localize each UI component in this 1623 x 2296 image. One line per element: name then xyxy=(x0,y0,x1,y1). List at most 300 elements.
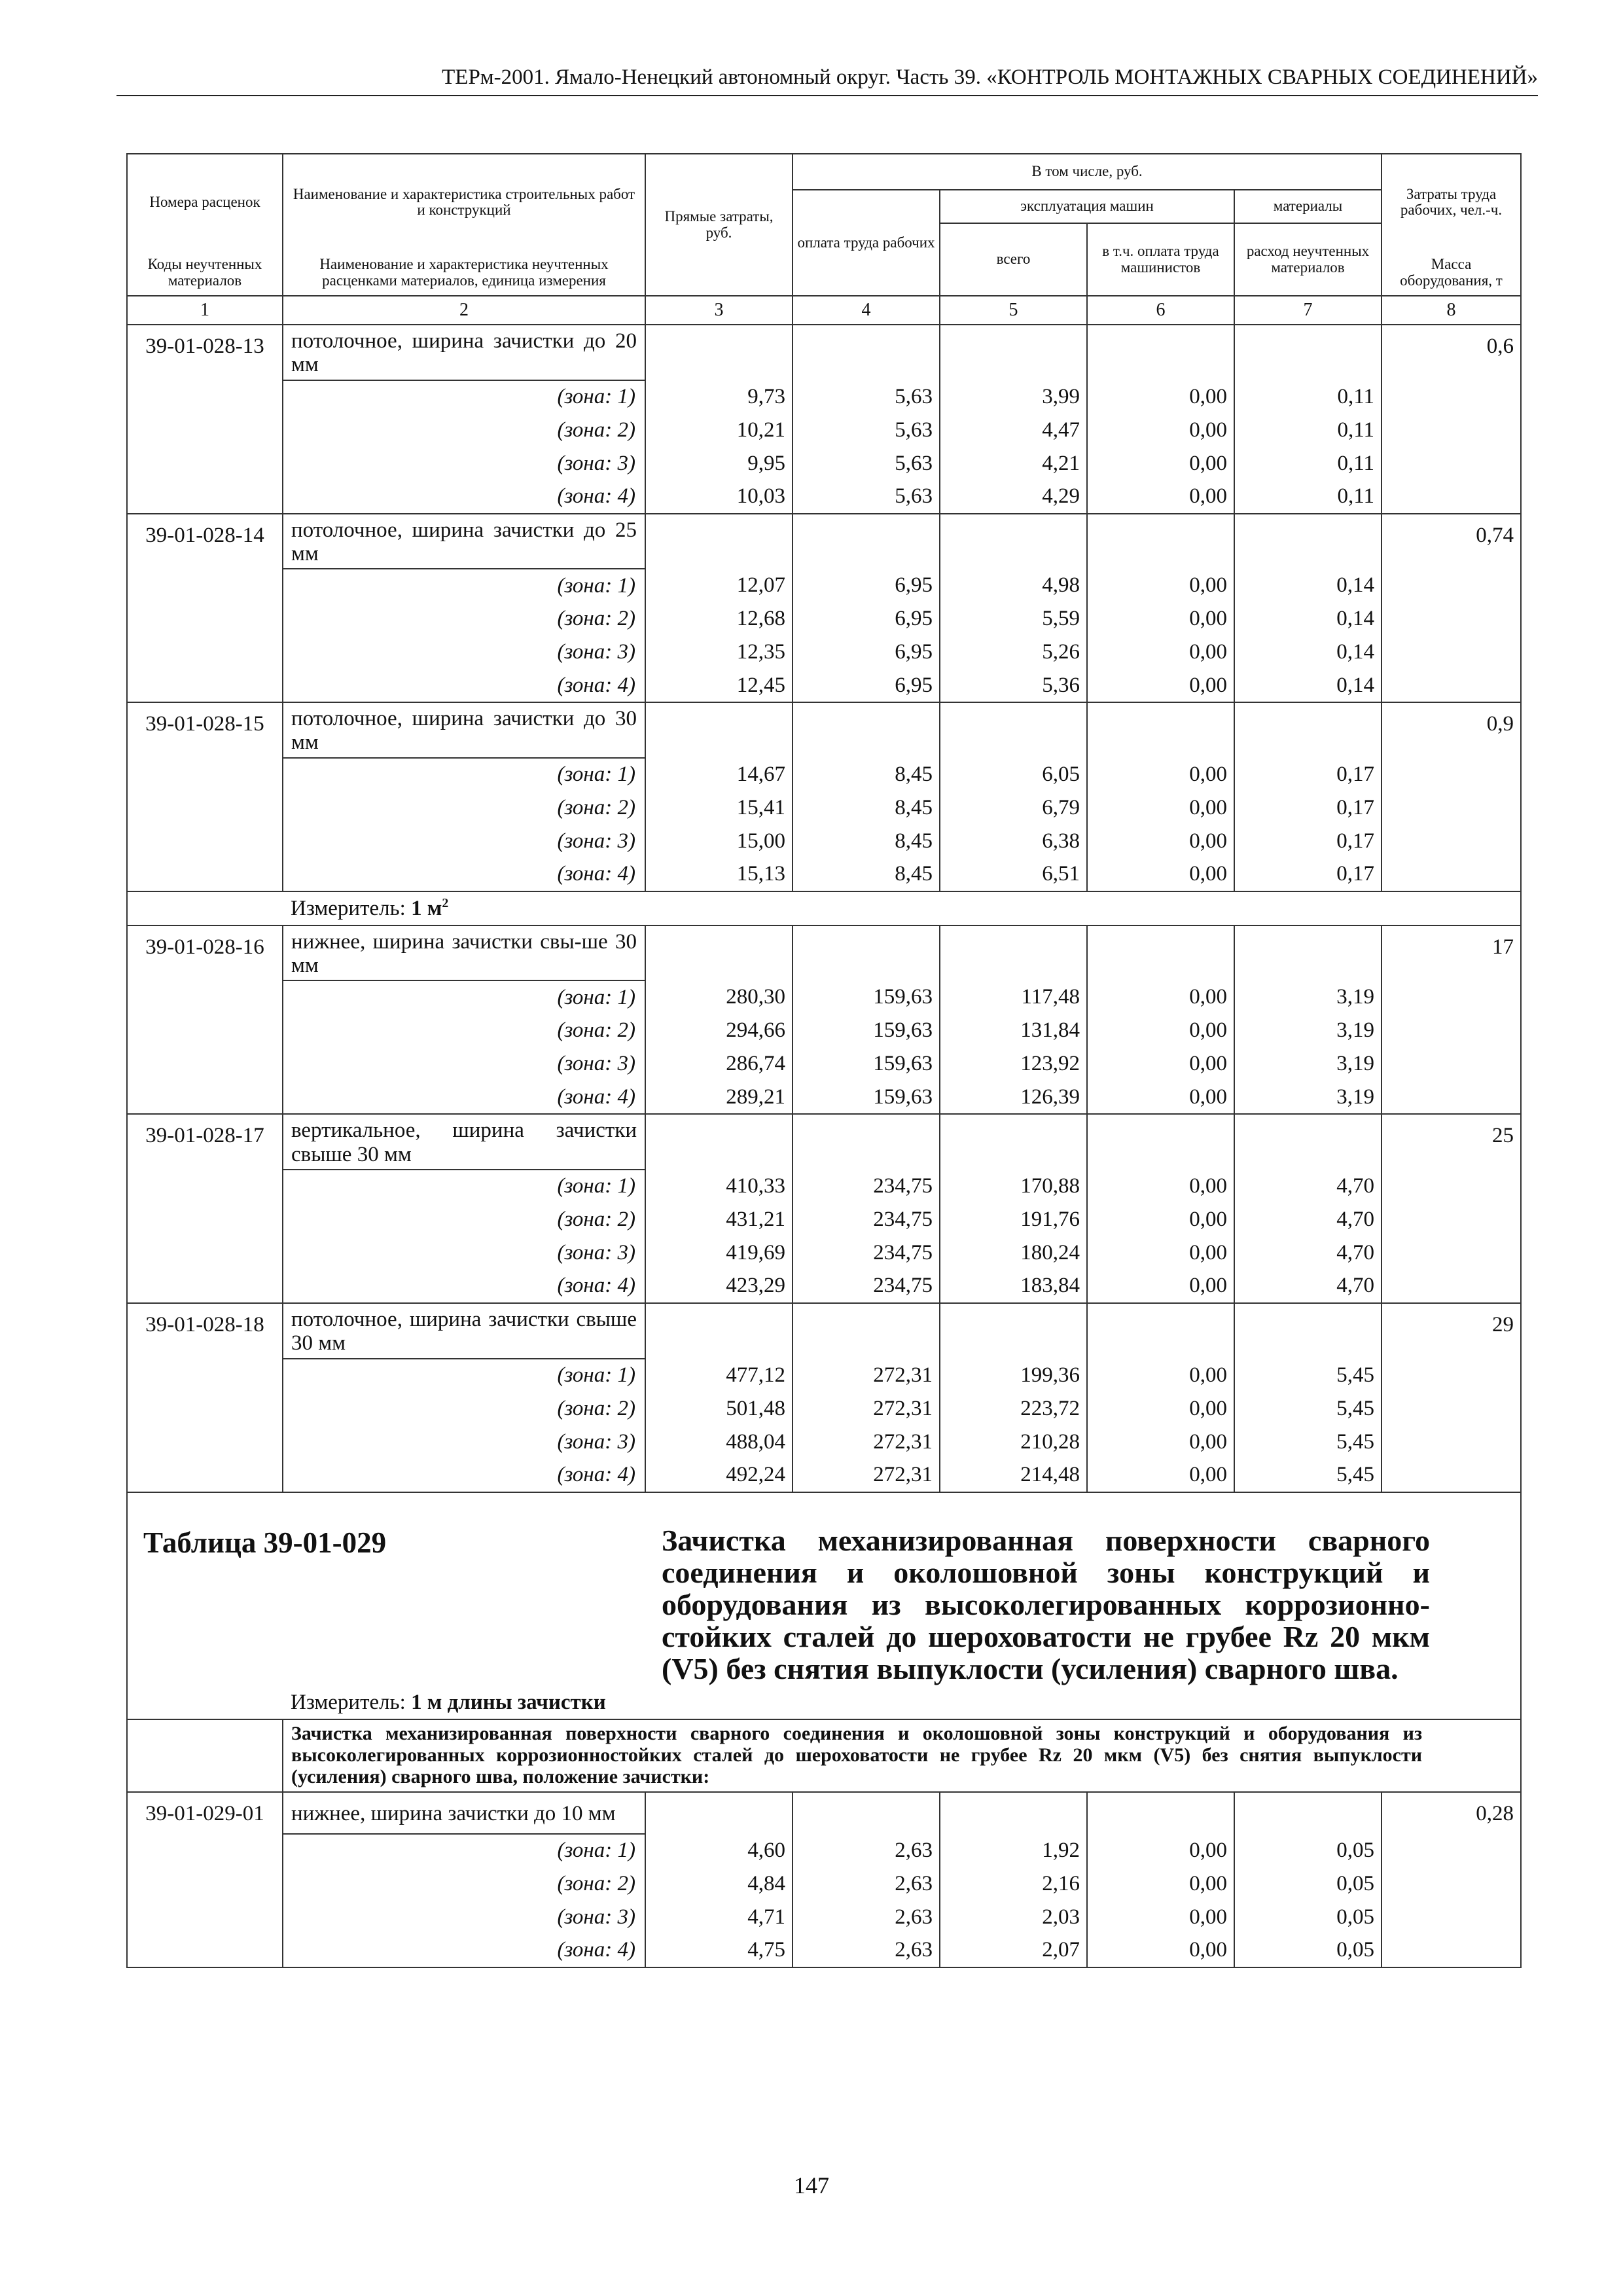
zone-machines-value: 2,03 xyxy=(940,1901,1087,1934)
zone-machines-value: 180,24 xyxy=(940,1236,1087,1270)
table-code: Таблица 39-01-029 xyxy=(143,1526,387,1559)
rate-row xyxy=(127,325,1521,380)
zone-operators-value: 0,00 xyxy=(1087,636,1234,669)
measure-superscript: 2 xyxy=(442,895,449,910)
zone-wages-value: 159,63 xyxy=(793,1047,940,1081)
zone-row xyxy=(127,1047,1521,1081)
empty-cell xyxy=(645,1114,793,1170)
zone-wages-value: 2,63 xyxy=(793,1901,940,1934)
zone-label: (зона: 1) xyxy=(283,569,645,602)
zone-wages-value: 234,75 xyxy=(793,1170,940,1203)
zone-wages-value: 272,31 xyxy=(793,1459,940,1492)
rate-description: вертикальное, ширина зачистки свыше 30 мм xyxy=(283,1114,645,1170)
empty-cell xyxy=(1087,702,1234,758)
zone-label: (зона: 4) xyxy=(283,1459,645,1492)
empty-cell xyxy=(1234,514,1382,569)
zone-row xyxy=(127,1934,1521,1967)
zone-operators-value: 0,00 xyxy=(1087,1270,1234,1303)
zone-direct-value: 12,35 xyxy=(645,636,793,669)
rate-row xyxy=(127,1792,1521,1834)
column-number: 5 xyxy=(940,296,1087,325)
empty-cell xyxy=(940,925,1087,981)
measure-value: 1 м длины зачистки xyxy=(411,1691,606,1715)
zone-direct-value: 9,73 xyxy=(645,380,793,414)
labor-cost: 0,74 xyxy=(1382,514,1521,703)
zone-row xyxy=(127,1359,1521,1392)
zone-label: (зона: 2) xyxy=(283,414,645,447)
table-title: Зачистка механизированная поверхности сварного соединения и околошовной зоны конструкций и оборудования из высоколегированных коррозионно-стойких сталей до шероховатости не грубее Rz 20 мкм (V5) без снятия выпуклости (усиления) сварного шва. xyxy=(662,1523,1431,1686)
table-title-cell xyxy=(127,1492,1521,1691)
running-title: ТЕРм-2001. Ямало-Ненецкий автономный округ. Часть 39. «КОНТРОЛЬ МОНТАЖНЫХ СВАРНЫХ СОЕДИНЕНИЙ» xyxy=(116,65,1538,96)
header-col7: расход неучтенных материалов xyxy=(1234,223,1382,296)
zone-wages-value: 8,45 xyxy=(793,858,940,891)
zone-direct-value: 492,24 xyxy=(645,1459,793,1492)
zone-materials-value: 0,14 xyxy=(1234,636,1382,669)
zone-machines-value: 2,07 xyxy=(940,1934,1087,1967)
zone-label: (зона: 1) xyxy=(283,758,645,791)
measure-spacer xyxy=(127,891,283,925)
zone-materials-value: 3,19 xyxy=(1234,980,1382,1014)
zone-label: (зона: 3) xyxy=(283,636,645,669)
zone-direct-value: 4,71 xyxy=(645,1901,793,1934)
zone-operators-value: 0,00 xyxy=(1087,1934,1234,1967)
zone-machines-value: 3,99 xyxy=(940,380,1087,414)
zone-label: (зона: 2) xyxy=(283,791,645,825)
zone-label: (зона: 1) xyxy=(283,380,645,414)
zone-materials-value: 0,14 xyxy=(1234,602,1382,636)
zone-materials-value: 0,14 xyxy=(1234,669,1382,702)
zone-operators-value: 0,00 xyxy=(1087,1081,1234,1114)
column-number: 2 xyxy=(283,296,645,325)
empty-cell xyxy=(645,1792,793,1834)
rate-description: потолочное, ширина зачистки до 25 мм xyxy=(283,514,645,569)
rate-row xyxy=(127,1114,1521,1170)
zone-row xyxy=(127,380,1521,414)
zone-direct-value: 289,21 xyxy=(645,1081,793,1114)
zone-materials-value: 5,45 xyxy=(1234,1426,1382,1459)
rate-row xyxy=(127,514,1521,569)
zone-label: (зона: 3) xyxy=(283,1901,645,1934)
zone-materials-value: 0,05 xyxy=(1234,1901,1382,1934)
zone-label: (зона: 3) xyxy=(283,1236,645,1270)
empty-cell xyxy=(1234,1303,1382,1359)
zone-machines-value: 210,28 xyxy=(940,1426,1087,1459)
rate-description: потолочное, ширина зачистки свыше 30 мм xyxy=(283,1303,645,1359)
rates-table xyxy=(126,153,1522,1968)
zone-materials-value: 0,11 xyxy=(1234,414,1382,447)
zone-wages-value: 5,63 xyxy=(793,480,940,514)
zone-operators-value: 0,00 xyxy=(1087,1426,1234,1459)
empty-cell xyxy=(645,325,793,380)
zone-label: (зона: 2) xyxy=(283,1203,645,1236)
rate-row xyxy=(127,925,1521,981)
zone-wages-value: 8,45 xyxy=(793,758,940,791)
zone-operators-value: 0,00 xyxy=(1087,758,1234,791)
empty-cell xyxy=(645,925,793,981)
zone-materials-value: 0,17 xyxy=(1234,825,1382,858)
header-group-machines: эксплуатация машин xyxy=(940,190,1234,223)
zone-operators-value: 0,00 xyxy=(1087,669,1234,702)
zone-row xyxy=(127,569,1521,602)
header-group-materials: материалы xyxy=(1234,190,1382,223)
zone-row xyxy=(127,1270,1521,1303)
zone-materials-value: 3,19 xyxy=(1234,1081,1382,1114)
empty-cell xyxy=(1087,1792,1234,1834)
zone-operators-value: 0,00 xyxy=(1087,1867,1234,1901)
header-col5: всего xyxy=(940,223,1087,296)
section-intro: Зачистка механизированная поверхности сварного соединения и околошовной зоны конструкций и оборудования из высоколегированных коррозионностойких сталей до шероховатости не грубее Rz 20 мкм (V5) без снятия выпуклости (усиления) сварного шва, положение зачистки: xyxy=(283,1719,1521,1792)
zone-wages-value: 6,95 xyxy=(793,636,940,669)
header-col1-top: Номера расценок xyxy=(127,154,283,250)
zone-operators-value: 0,00 xyxy=(1087,825,1234,858)
zone-materials-value: 4,70 xyxy=(1234,1203,1382,1236)
zone-operators-value: 0,00 xyxy=(1087,480,1234,514)
zone-machines-value: 199,36 xyxy=(940,1359,1087,1392)
zone-materials-value: 0,17 xyxy=(1234,791,1382,825)
zone-wages-value: 8,45 xyxy=(793,791,940,825)
empty-cell xyxy=(1234,1114,1382,1170)
zone-wages-value: 234,75 xyxy=(793,1203,940,1236)
zone-label: (зона: 2) xyxy=(283,1014,645,1047)
zone-row xyxy=(127,1170,1521,1203)
zone-row xyxy=(127,1834,1521,1867)
table-title-row xyxy=(127,1492,1521,1691)
zone-wages-value: 8,45 xyxy=(793,825,940,858)
empty-cell xyxy=(1234,1792,1382,1834)
zone-row xyxy=(127,669,1521,702)
labor-cost: 29 xyxy=(1382,1303,1521,1492)
rate-code: 39-01-028-18 xyxy=(127,1303,283,1492)
zone-direct-value: 488,04 xyxy=(645,1426,793,1459)
measure-row xyxy=(127,1691,1521,1719)
zone-machines-value: 5,36 xyxy=(940,669,1087,702)
measure-cell xyxy=(283,891,1521,925)
zone-label: (зона: 4) xyxy=(283,1934,645,1967)
rate-description: потолочное, ширина зачистки до 20 мм xyxy=(283,325,645,380)
zone-row xyxy=(127,414,1521,447)
zone-direct-value: 419,69 xyxy=(645,1236,793,1270)
empty-cell xyxy=(793,514,940,569)
rate-description: нижнее, ширина зачистки свы-ше 30 мм xyxy=(283,925,645,981)
zone-row xyxy=(127,447,1521,480)
empty-cell xyxy=(1087,925,1234,981)
zone-materials-value: 0,05 xyxy=(1234,1867,1382,1901)
zone-operators-value: 0,00 xyxy=(1087,1203,1234,1236)
zone-direct-value: 10,21 xyxy=(645,414,793,447)
empty-cell xyxy=(940,1792,1087,1834)
zone-label: (зона: 4) xyxy=(283,480,645,514)
empty-cell xyxy=(645,1303,793,1359)
header-col3: Прямые затраты, руб. xyxy=(645,154,793,296)
rates-table-container xyxy=(126,153,1520,1968)
column-number: 3 xyxy=(645,296,793,325)
zone-row xyxy=(127,825,1521,858)
zone-wages-value: 272,31 xyxy=(793,1359,940,1392)
zone-label: (зона: 1) xyxy=(283,1170,645,1203)
empty-cell xyxy=(793,702,940,758)
labor-cost: 0,9 xyxy=(1382,702,1521,891)
column-number: 7 xyxy=(1234,296,1382,325)
zone-materials-value: 0,17 xyxy=(1234,858,1382,891)
measure-label: Измеритель: xyxy=(291,1691,406,1715)
zone-label: (зона: 1) xyxy=(283,980,645,1014)
zone-row xyxy=(127,1014,1521,1047)
zone-wages-value: 5,63 xyxy=(793,447,940,480)
labor-cost: 25 xyxy=(1382,1114,1521,1303)
zone-materials-value: 4,70 xyxy=(1234,1170,1382,1203)
column-number: 8 xyxy=(1382,296,1521,325)
labor-cost: 0,28 xyxy=(1382,1792,1521,1967)
zone-operators-value: 0,00 xyxy=(1087,1901,1234,1934)
zone-wages-value: 5,63 xyxy=(793,414,940,447)
zone-materials-value: 0,11 xyxy=(1234,380,1382,414)
zone-direct-value: 4,75 xyxy=(645,1934,793,1967)
measure-value: 1 м xyxy=(411,896,442,920)
zone-operators-value: 0,00 xyxy=(1087,1236,1234,1270)
zone-materials-value: 4,70 xyxy=(1234,1270,1382,1303)
rate-code: 39-01-028-14 xyxy=(127,514,283,703)
zone-direct-value: 12,45 xyxy=(645,669,793,702)
zone-machines-value: 183,84 xyxy=(940,1270,1087,1303)
zone-operators-value: 0,00 xyxy=(1087,1359,1234,1392)
zone-machines-value: 6,38 xyxy=(940,825,1087,858)
zone-wages-value: 2,63 xyxy=(793,1867,940,1901)
zone-machines-value: 6,79 xyxy=(940,791,1087,825)
zone-row xyxy=(127,980,1521,1014)
header-col6: в т.ч. оплата труда машинистов xyxy=(1087,223,1234,296)
zone-label: (зона: 4) xyxy=(283,1270,645,1303)
zone-label: (зона: 3) xyxy=(283,1426,645,1459)
zone-wages-value: 234,75 xyxy=(793,1236,940,1270)
rate-row xyxy=(127,1303,1521,1359)
zone-machines-value: 191,76 xyxy=(940,1203,1087,1236)
zone-row xyxy=(127,1081,1521,1114)
zone-operators-value: 0,00 xyxy=(1087,791,1234,825)
zone-machines-value: 6,05 xyxy=(940,758,1087,791)
header-col1-bottom: Коды неучтенных материалов xyxy=(127,250,283,296)
zone-row xyxy=(127,1392,1521,1426)
zone-materials-value: 3,19 xyxy=(1234,1014,1382,1047)
labor-cost: 0,6 xyxy=(1382,325,1521,514)
zone-direct-value: 501,48 xyxy=(645,1392,793,1426)
page-number: 147 xyxy=(794,2172,829,2198)
zone-operators-value: 0,00 xyxy=(1087,447,1234,480)
zone-materials-value: 3,19 xyxy=(1234,1047,1382,1081)
zone-label: (зона: 3) xyxy=(283,1047,645,1081)
empty-cell xyxy=(1234,702,1382,758)
zone-direct-value: 477,12 xyxy=(645,1359,793,1392)
zone-operators-value: 0,00 xyxy=(1087,1392,1234,1426)
zone-label: (зона: 2) xyxy=(283,602,645,636)
empty-cell xyxy=(940,1303,1087,1359)
zone-label: (зона: 4) xyxy=(283,669,645,702)
empty-cell xyxy=(940,702,1087,758)
empty-cell xyxy=(1234,325,1382,380)
header-col2-top: Наименование и характеристика строительных работ и конструкций xyxy=(283,154,645,250)
zone-wages-value: 159,63 xyxy=(793,1081,940,1114)
zone-wages-value: 6,95 xyxy=(793,602,940,636)
zone-operators-value: 0,00 xyxy=(1087,1014,1234,1047)
zone-machines-value: 223,72 xyxy=(940,1392,1087,1426)
zone-wages-value: 159,63 xyxy=(793,980,940,1014)
zone-direct-value: 15,41 xyxy=(645,791,793,825)
empty-cell xyxy=(793,1303,940,1359)
zone-materials-value: 5,45 xyxy=(1234,1359,1382,1392)
zone-direct-value: 431,21 xyxy=(645,1203,793,1236)
zone-machines-value: 6,51 xyxy=(940,858,1087,891)
table-title-block xyxy=(128,1493,1520,1691)
zone-machines-value: 214,48 xyxy=(940,1459,1087,1492)
rate-code: 39-01-028-17 xyxy=(127,1114,283,1303)
zone-machines-value: 117,48 xyxy=(940,980,1087,1014)
empty-cell xyxy=(1087,1303,1234,1359)
zone-direct-value: 286,74 xyxy=(645,1047,793,1081)
measure-spacer xyxy=(127,1691,283,1719)
zone-label: (зона: 2) xyxy=(283,1867,645,1901)
rate-code: 39-01-029-01 xyxy=(127,1792,283,1967)
zone-operators-value: 0,00 xyxy=(1087,980,1234,1014)
empty-cell xyxy=(793,1792,940,1834)
rate-description: нижнее, ширина зачистки до 10 мм xyxy=(283,1792,645,1834)
zone-direct-value: 280,30 xyxy=(645,980,793,1014)
zone-wages-value: 2,63 xyxy=(793,1934,940,1967)
column-number: 1 xyxy=(127,296,283,325)
zone-direct-value: 9,95 xyxy=(645,447,793,480)
zone-machines-value: 170,88 xyxy=(940,1170,1087,1203)
zone-label: (зона: 4) xyxy=(283,858,645,891)
empty-cell xyxy=(1087,1114,1234,1170)
zone-operators-value: 0,00 xyxy=(1087,858,1234,891)
header-col4: оплата труда рабочих xyxy=(793,190,940,296)
zone-machines-value: 4,21 xyxy=(940,447,1087,480)
zone-direct-value: 15,00 xyxy=(645,825,793,858)
zone-operators-value: 0,00 xyxy=(1087,414,1234,447)
intro-row xyxy=(127,1719,1521,1792)
zone-machines-value: 5,59 xyxy=(940,602,1087,636)
zone-wages-value: 2,63 xyxy=(793,1834,940,1867)
zone-wages-value: 234,75 xyxy=(793,1270,940,1303)
zone-label: (зона: 3) xyxy=(283,825,645,858)
zone-machines-value: 5,26 xyxy=(940,636,1087,669)
zone-direct-value: 410,33 xyxy=(645,1170,793,1203)
zone-label: (зона: 2) xyxy=(283,1392,645,1426)
zone-operators-value: 0,00 xyxy=(1087,602,1234,636)
zone-materials-value: 0,05 xyxy=(1234,1934,1382,1967)
zone-materials-value: 0,11 xyxy=(1234,480,1382,514)
zone-machines-value: 4,47 xyxy=(940,414,1087,447)
column-number: 6 xyxy=(1087,296,1234,325)
zone-row xyxy=(127,636,1521,669)
zone-label: (зона: 4) xyxy=(283,1081,645,1114)
zone-operators-value: 0,00 xyxy=(1087,1834,1234,1867)
zone-direct-value: 10,03 xyxy=(645,480,793,514)
rate-code: 39-01-028-13 xyxy=(127,325,283,514)
empty-cell xyxy=(1087,514,1234,569)
zone-wages-value: 6,95 xyxy=(793,669,940,702)
empty-cell xyxy=(940,1114,1087,1170)
rate-description: потолочное, ширина зачистки до 30 мм xyxy=(283,702,645,758)
zone-direct-value: 12,68 xyxy=(645,602,793,636)
header-group-including: В том числе, руб. xyxy=(793,154,1382,190)
zone-row xyxy=(127,480,1521,514)
header-col8-top: Затраты труда рабочих, чел.-ч. xyxy=(1382,154,1521,250)
zone-wages-value: 272,31 xyxy=(793,1392,940,1426)
zone-materials-value: 0,14 xyxy=(1234,569,1382,602)
zone-row xyxy=(127,1867,1521,1901)
empty-cell xyxy=(1087,325,1234,380)
zone-operators-value: 0,00 xyxy=(1087,1170,1234,1203)
zone-direct-value: 12,07 xyxy=(645,569,793,602)
empty-cell xyxy=(1234,925,1382,981)
zone-wages-value: 5,63 xyxy=(793,380,940,414)
zone-materials-value: 5,45 xyxy=(1234,1392,1382,1426)
column-number: 4 xyxy=(793,296,940,325)
zone-wages-value: 6,95 xyxy=(793,569,940,602)
rate-code: 39-01-028-16 xyxy=(127,925,283,1115)
table-body xyxy=(127,325,1521,1967)
zone-label: (зона: 1) xyxy=(283,1359,645,1392)
zone-row xyxy=(127,858,1521,891)
empty-cell xyxy=(940,514,1087,569)
zone-operators-value: 0,00 xyxy=(1087,380,1234,414)
zone-label: (зона: 1) xyxy=(283,1834,645,1867)
zone-operators-value: 0,00 xyxy=(1087,1459,1234,1492)
zone-wages-value: 159,63 xyxy=(793,1014,940,1047)
zone-direct-value: 294,66 xyxy=(645,1014,793,1047)
zone-materials-value: 0,11 xyxy=(1234,447,1382,480)
zone-direct-value: 15,13 xyxy=(645,858,793,891)
labor-cost: 17 xyxy=(1382,925,1521,1115)
zone-machines-value: 123,92 xyxy=(940,1047,1087,1081)
empty-cell xyxy=(793,925,940,981)
intro-spacer xyxy=(127,1719,283,1792)
zone-row xyxy=(127,1426,1521,1459)
zone-row xyxy=(127,1901,1521,1934)
zone-direct-value: 14,67 xyxy=(645,758,793,791)
empty-cell xyxy=(940,325,1087,380)
zone-wages-value: 272,31 xyxy=(793,1426,940,1459)
rate-code: 39-01-028-15 xyxy=(127,702,283,891)
zone-row xyxy=(127,1459,1521,1492)
table-header xyxy=(127,154,1521,325)
zone-machines-value: 4,29 xyxy=(940,480,1087,514)
zone-direct-value: 423,29 xyxy=(645,1270,793,1303)
zone-direct-value: 4,84 xyxy=(645,1867,793,1901)
zone-machines-value: 131,84 xyxy=(940,1014,1087,1047)
header-col8-bottom: Масса оборудования, т xyxy=(1382,250,1521,296)
zone-row xyxy=(127,602,1521,636)
zone-operators-value: 0,00 xyxy=(1087,569,1234,602)
zone-machines-value: 2,16 xyxy=(940,1867,1087,1901)
column-numbers-row xyxy=(127,296,1521,325)
header-col2-bottom: Наименование и характеристика неучтенных расценками материалов, единица измерения xyxy=(283,250,645,296)
zone-operators-value: 0,00 xyxy=(1087,1047,1234,1081)
zone-row xyxy=(127,1236,1521,1270)
empty-cell xyxy=(793,1114,940,1170)
zone-materials-value: 0,05 xyxy=(1234,1834,1382,1867)
zone-machines-value: 1,92 xyxy=(940,1834,1087,1867)
measure-cell xyxy=(283,1691,1521,1719)
zone-row xyxy=(127,1203,1521,1236)
zone-materials-value: 5,45 xyxy=(1234,1459,1382,1492)
zone-row xyxy=(127,758,1521,791)
empty-cell xyxy=(645,702,793,758)
zone-machines-value: 126,39 xyxy=(940,1081,1087,1114)
zone-row xyxy=(127,791,1521,825)
zone-materials-value: 0,17 xyxy=(1234,758,1382,791)
measure-label: Измеритель: xyxy=(291,896,406,920)
empty-cell xyxy=(793,325,940,380)
